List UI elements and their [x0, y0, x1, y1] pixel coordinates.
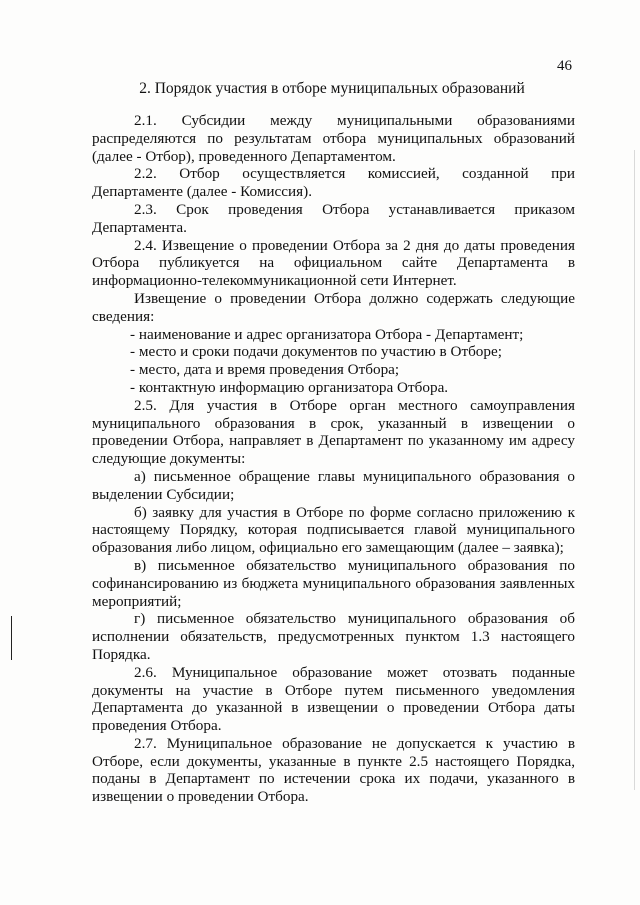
list-item: - наименование и адрес организатора Отбора - Департамент; — [130, 325, 524, 343]
paragraph-2-4: 2.4. Извещение о проведении Отбора за 2 дня до даты проведения Отбора публикуется на официальном сайте Департамента в информационно-телекоммуникационной сети Интернет. — [92, 236, 575, 290]
notice-list — [92, 326, 575, 397]
paragraph-2-5-b: б) заявку для участия в Отборе по форме согласно приложению к настоящему Порядку, которая подписывается главой муниципального образования либо лицом, официально его замещающим (далее – заявка); — [92, 503, 575, 557]
paragraph-notice-contents: Извещение о проведении Отбора должно содержать следующие сведения: — [92, 289, 575, 325]
section-heading: 2. Порядок участия в отборе муниципальных образований — [139, 80, 525, 97]
list-item: - контактную информацию организатора Отбора. — [130, 378, 449, 396]
paragraph-2-5: 2.5. Для участия в Отборе орган местного самоуправления муниципального образования в срок, указанный в извещении о проведении Отбора, направляет в Департамент по указанному им адресу следующие документы: — [92, 396, 575, 468]
paragraph-2-6: 2.6. Муниципальное образование может отозвать поданные документы на участие в Отборе путем письменного уведомления Департамента до указанной в извещении о проведении Отбора даты проведения Отбора. — [92, 663, 575, 735]
paragraph-2-7: 2.7. Муниципальное образование не допускается к участию в Отборе, если документы, указанные в пункте 2.5 настоящего Порядка, поданы в Департамент по истечении срока их подачи, указанного в извещении о проведении Отбора. — [92, 734, 575, 806]
list-item: - место, дата и время проведения Отбора; — [130, 361, 400, 379]
list-item: - место и сроки подачи документов по участию в Отборе; — [130, 343, 502, 361]
page-number: 46 — [557, 58, 572, 74]
paragraph-2-5-a: а) письменное обращение главы муниципального образования о выделении Субсидии; — [92, 467, 575, 503]
paragraph-2-1: 2.1. Субсидии между муниципальными образованиями распределяются по результатам отбора муниципальных образований (далее - Отбор), проведенного Департаментом. — [92, 112, 575, 165]
paragraph-2-2: 2.2. Отбор осуществляется комиссией, созданной при Департаменте (далее - Комиссия). — [92, 165, 575, 201]
page-edge-shadow — [634, 150, 635, 790]
scan-margin-mark — [11, 616, 12, 660]
document-body — [92, 112, 575, 806]
paragraph-2-5-d: г) письменное обязательство муниципального образования об исполнении обязательств, предусмотренных пунктом 1.3 настоящего Порядка. — [92, 610, 575, 663]
paragraph-2-3: 2.3. Срок проведения Отбора устанавливается приказом Департамента. — [92, 200, 575, 236]
paragraph-2-5-c: в) письменное обязательство муниципального образования по софинансированию из бюджета муниципального образования заявленных мероприятий; — [92, 556, 575, 610]
